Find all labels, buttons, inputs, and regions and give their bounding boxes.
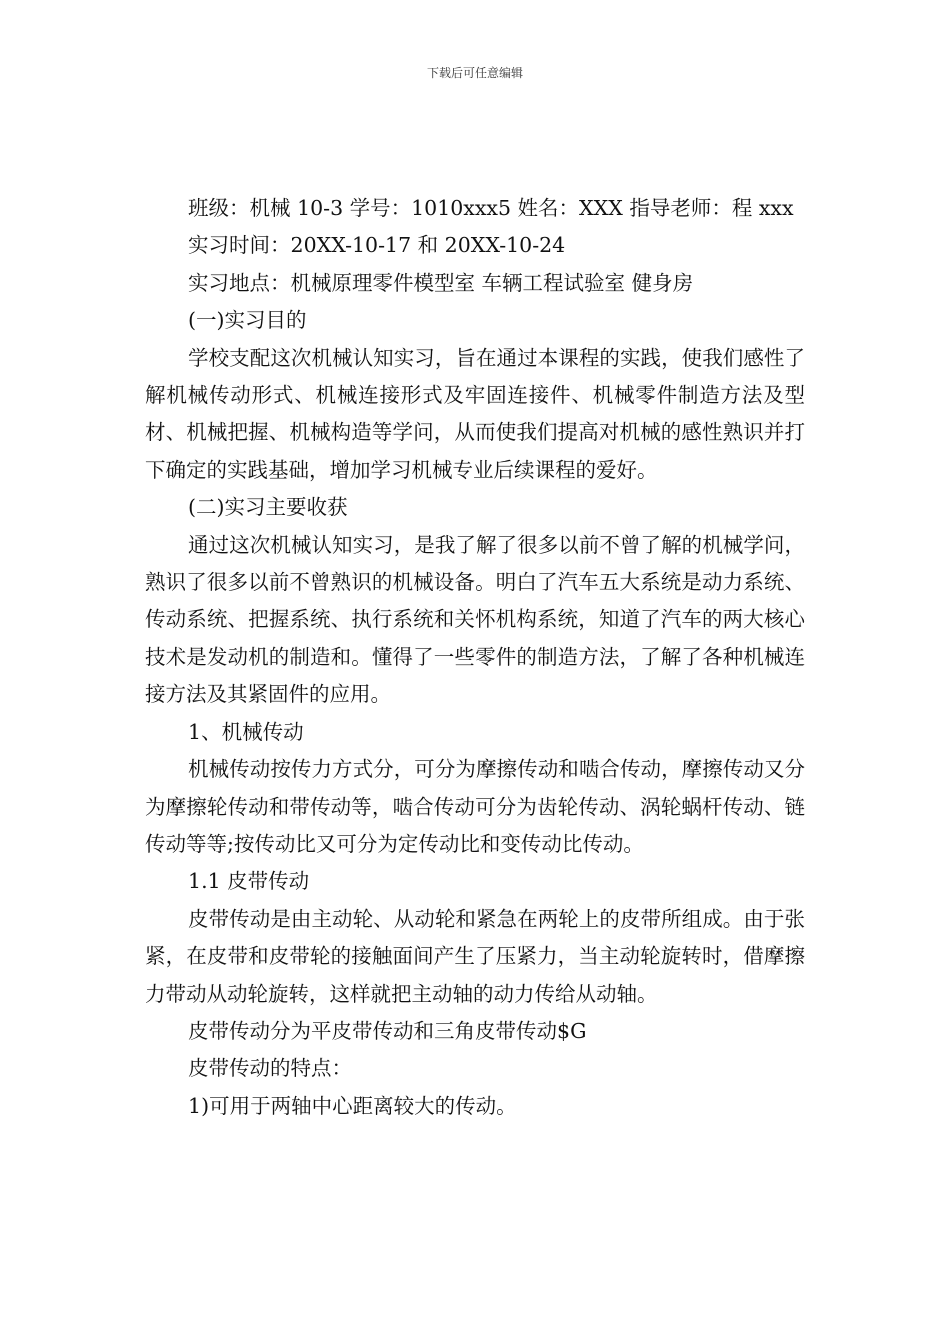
paragraph-gains: 通过这次机械认知实习，是我了解了很多以前不曾了解的机械学问，熟识了很多以前不曾熟识的机械设备。明白了汽车五大系统是动力系统、传动系统、把握系统、执行系统和关怀机构系统，知道了汽车的两大核心技术是发动机的制造和。懂得了一些零件的制造方法，了解了各种机械连接方法及其紧固件的应用。 <box>145 532 805 707</box>
document-body <box>145 190 805 1125</box>
info-time-line: 实习时间：20XX-10-17 和 20XX-10-24 <box>188 233 566 258</box>
subheading-mechanical-transmission: 1、机械传动 <box>188 719 304 744</box>
paragraph-mechanical-transmission: 机械传动按传力方式分，可分为摩擦传动和啮合传动，摩擦传动又分为摩擦轮传动和带传动等，啮合传动可分为齿轮传动、涡轮蜗杆传动、链传动等等;按传动比又可分为定传动比和变传动比传动。 <box>145 757 805 856</box>
paragraph-belt-types: 皮带传动分为平皮带传动和三角皮带传动$G <box>188 1018 587 1043</box>
section-heading-purpose: (一)实习目的 <box>188 308 307 333</box>
section-heading-gains: (二)实习主要收获 <box>188 495 348 520</box>
paragraph-belt-features-heading: 皮带传动的特点： <box>188 1056 353 1081</box>
paragraph-belt-drive: 皮带传动是由主动轮、从动轮和紧急在两轮上的皮带所组成。由于张紧，在皮带和皮带轮的接触面间产生了压紧力，当主动轮旋转时，借摩擦力带动从动轮旋转，这样就把主动轴的动力传给从动轴。 <box>145 906 805 1006</box>
info-location-line: 实习地点：机械原理零件模型室 车辆工程试验室 健身房 <box>188 270 694 295</box>
list-item-feature-1: 1)可用于两轴中心距离较大的传动。 <box>188 1093 517 1118</box>
subheading-belt-drive: 1.1 皮带传动 <box>188 869 310 894</box>
paragraph-purpose: 学校支配这次机械认知实习，旨在通过本课程的实践，使我们感性了解机械传动形式、机械连接形式及牢固连接件、机械零件制造方法及型材、机械把握、机械构造等学问，从而使我们提高对机械的感性熟识并打下确定的实践基础，增加学习机械专业后续课程的爱好。 <box>145 345 805 482</box>
info-class-line: 班级：机械 10-3 学号：1010xxx5 姓名：XXX 指导老师：程 xxx <box>188 196 794 220</box>
page-header-note: 下载后可任意编辑 <box>426 66 523 80</box>
